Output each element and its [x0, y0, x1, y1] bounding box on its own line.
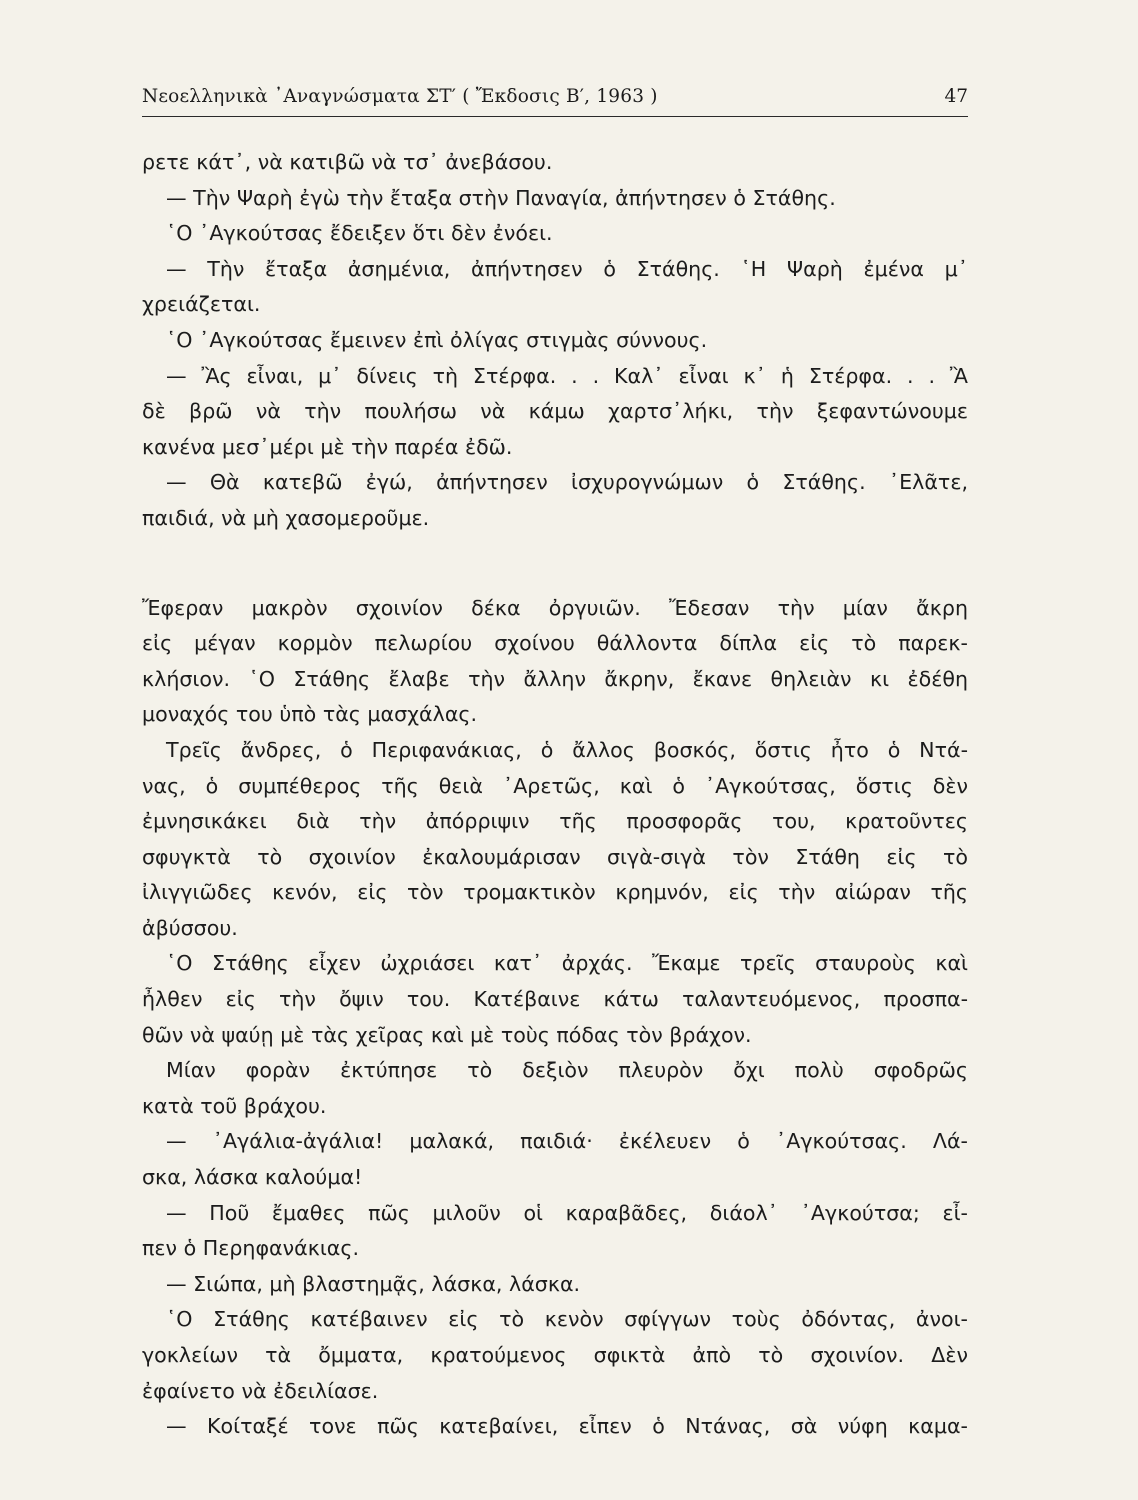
text-line: — Τὴν ἔταξα ἀσημένια, ἀπήντησεν ὁ Στάθης. ῾Η Ψαρὴ ἐμένα μ᾿ [166, 256, 968, 281]
text-line: ῾Ο ᾿Αγκούτσας ἔδειξεν ὅτι δὲν ἐνόει. [166, 221, 553, 246]
paragraph-gap [142, 537, 968, 591]
text-line: ῾Ο ᾿Αγκούτσας ἔμεινεν ἐπὶ ὀλίγας στιγμὰς σύννους. [166, 327, 708, 352]
header-title: Νεοελληνικὰ ᾿Αναγνώσματα ΣΤ′ ( Ἔκδοσις Β′, 1963 ) [142, 86, 658, 107]
text-line: παιδιά, νὰ μὴ χασομεροῦμε. [142, 505, 430, 530]
text-line: μοναχός του ὑπὸ τὰς μασχάλας. [142, 702, 478, 727]
text-line: Μίαν φορὰν ἐκτύπησε τὸ δεξιὸν πλευρὸν ὄχι πολὺ σφοδρῶς [166, 1058, 968, 1083]
running-header [142, 82, 968, 117]
text-line: θῶν νὰ ψαύῃ μὲ τὰς χεῖρας καὶ μὲ τοὺς πόδας τὸν βράχον. [142, 1022, 752, 1047]
text-line: γοκλείων τὰ ὄμματα, κρατούμενος σφικτὰ ἀπὸ τὸ σχοινίον. Δὲν [142, 1343, 968, 1367]
text-line: χρειάζεται. [142, 292, 261, 317]
text-line: — Σιώπα, μὴ βλαστημᾷς, λάσκα, λάσκα. [166, 1271, 581, 1296]
text-line: ἐφαίνετο νὰ ἐδειλίασε. [142, 1378, 379, 1403]
text-line: σκα, λάσκα καλούμα! [142, 1165, 363, 1190]
body-text [142, 145, 968, 1445]
text-line: σφυγκτὰ τὸ σχοινίον ἐκαλουμάρισαν σιγὰ-σιγὰ τὸν Στάθη εἰς τὸ [142, 844, 968, 869]
text-line: — Ἂς εἶναι, μ᾿ δίνεις τὴ Στέρφα. . . Καλ᾿ εἶναι κ᾿ ἡ Στέρφα. . . Ἂ [166, 363, 968, 388]
text-line: νας, ὁ συμπέθερος τῆς θειὰ ᾿Αρετῶς, καὶ ὁ ᾿Αγκούτσας, ὅστις δὲν [142, 773, 968, 798]
text-line: ἦλθεν εἰς τὴν ὄψιν του. Κατέβαινε κάτω ταλαντευόμενος, προσπα- [142, 987, 968, 1012]
page-number: 47 [944, 86, 968, 107]
text-line: — Ποῦ ἔμαθες πῶς μιλοῦν οἱ καραβᾶδες, διάολ᾿ ᾿Αγκούτσα; εἶ- [166, 1200, 968, 1225]
text-line: ἰλιγγιῶδες κενόν, εἰς τὸν τρομακτικὸν κρημνόν, εἰς τὴν αἰώραν τῆς [142, 880, 968, 905]
text-line: Τρεῖς ἄνδρες, ὁ Περιφανάκιας, ὁ ἄλλος βοσκός, ὅστις ἦτο ὁ Ντά- [166, 737, 968, 762]
text-line: ρετε κάτ᾿, νὰ κατιβῶ νὰ τσ᾿ ἀνεβάσου. [142, 150, 553, 174]
text-line: ῾Ο Στάθης κατέβαινεν εἰς τὸ κενὸν σφίγγων τοὺς ὀδόντας, ἀνοι- [166, 1307, 968, 1332]
text-line: κανένα μεσ᾿μέρι μὲ τὴν παρέα ἐδῶ. [142, 434, 513, 459]
text-line: ἐμνησικάκει διὰ τὴν ἀπόρριψιν τῆς προσφορᾶς του, κρατοῦντες [142, 809, 968, 834]
text-line: — ᾿Αγάλια-ἀγάλια! μαλακά, παιδιά· ἐκέλευεν ὁ ᾿Αγκούτσας. Λά- [166, 1129, 968, 1154]
text-line: ῾Ο Στάθης εἶχεν ὠχριάσει κατ᾿ ἀρχάς. Ἔκαμε τρεῖς σταυροὺς καὶ [166, 951, 968, 976]
text-line: — Θὰ κατεβῶ ἐγώ, ἀπήντησεν ἰσχυρογνώμων ὁ Στάθης. ᾿Ελᾶτε, [166, 470, 968, 495]
text-line: δὲ βρῶ νὰ τὴν πουλήσω νὰ κάμω χαρτσ᾿λήκι, τὴν ξεφαντώνουμε [142, 399, 968, 424]
text-line: ἀβύσσου. [142, 915, 238, 940]
text-line: κλήσιον. ῾Ο Στάθης ἔλαβε τὴν ἄλλην ἄκρην, ἔκανε θηλειὰν κι ἐδέθη [142, 666, 968, 691]
text-line: κατὰ τοῦ βράχου. [142, 1093, 327, 1118]
text-line: — Κοίταξέ τονε πῶς κατεβαίνει, εἶπεν ὁ Ντάνας, σὰ νύφη καμα- [166, 1414, 968, 1439]
text-line: Ἔφεραν μακρὸν σχοινίον δέκα ὀργυιῶν. Ἔδεσαν τὴν μίαν ἄκρη [142, 595, 968, 620]
text-line: — Τὴν Ψαρὴ ἐγὼ τὴν ἔταξα στὴν Παναγία, ἀπήντησεν ὁ Στάθης. [166, 185, 836, 210]
text-line: πεν ὁ Περηφανάκιας. [142, 1236, 360, 1261]
text-line: εἰς μέγαν κορμὸν πελωρίου σχοίνου θάλλοντα δίπλα εἰς τὸ παρεκ- [142, 631, 968, 656]
